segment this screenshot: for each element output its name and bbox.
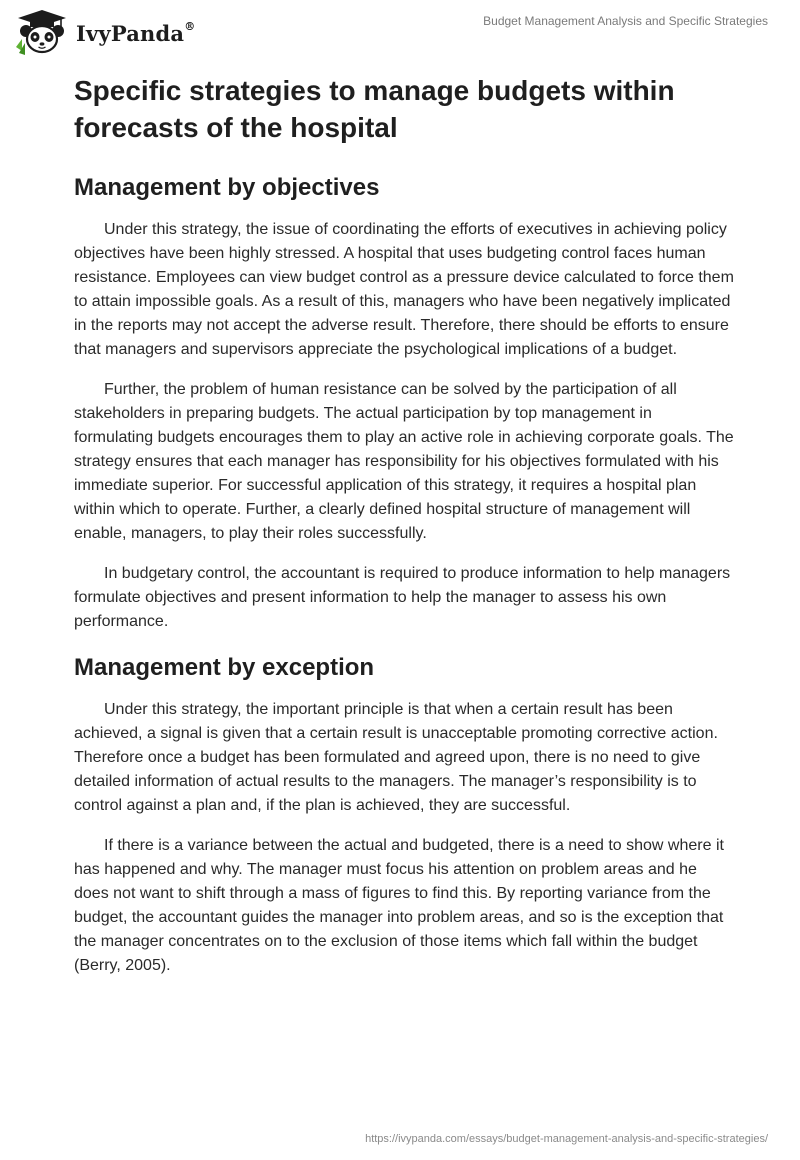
running-title: Budget Management Analysis and Specific Strategies — [483, 14, 768, 28]
section-heading: Management by objectives — [74, 174, 380, 201]
paragraph: Under this strategy, the important principle is that when a certain result has been achieved, a signal is given that a certain result is unacceptable promoting corrective action. Therefore once a budget has been formulated and agreed upon, there is no need to give detailed information of actual results to the managers. The manager’s responsibility is to control against a plan and, if the plan is achieved, they are successful. — [74, 701, 718, 814]
article-title: Specific strategies to manage budgets within forecasts of the hospital — [74, 75, 675, 143]
page-header — [0, 0, 800, 64]
paragraph: If there is a variance between the actual and budgeted, there is a need to show where it has happened and why. The manager must focus his attention on problem areas and he does not want to shift through a mass of figures to find this. By reporting variance from the budget, the accountant guides the manager into problem areas, and so is the exception that the manager concentrates on to the exclusion of those items which fall within the budget (Berry, 2005). — [74, 837, 724, 974]
paragraph: In budgetary control, the accountant is required to produce information to help managers formulate objectives and present information to help the manager to assess his own performance. — [74, 565, 731, 630]
article-body — [74, 72, 734, 978]
panda-graduate-icon — [14, 9, 70, 55]
paragraph: Under this strategy, the issue of coordinating the efforts of executives in achieving policy objectives have been highly stressed. A hospital that uses budgeting control faces human resistance. Employees can view budget control as a pressure device calculated to force them to attain impossible goals. As a result of this, managers who have been negatively implicated in the reports may not accept the adverse result. Therefore, there should be efforts to ensure that managers and supervisors appreciate the psychological implications of a budget. — [74, 221, 734, 358]
brand-name: IvyPanda® — [76, 19, 196, 46]
section-heading: Management by exception — [74, 654, 375, 681]
paragraph: Further, the problem of human resistance can be solved by the participation of all stakeholders in preparing budgets. The actual participation by top management in formulating budgets encourages them to play an active role in achieving corporate goals. The strategy ensures that each manager has responsibility for his objectives formulated with his immediate superior. For successful application of this strategy, it requires a hospital plan within which to operate. Further, a clearly defined hospital structure of management will enable, managers, to play their roles successfully. — [74, 381, 734, 542]
brand-logo[interactable] — [14, 9, 195, 55]
source-url-link[interactable]: https://ivypanda.com/essays/budget-management-analysis-and-specific-strategies/ — [365, 1133, 768, 1145]
